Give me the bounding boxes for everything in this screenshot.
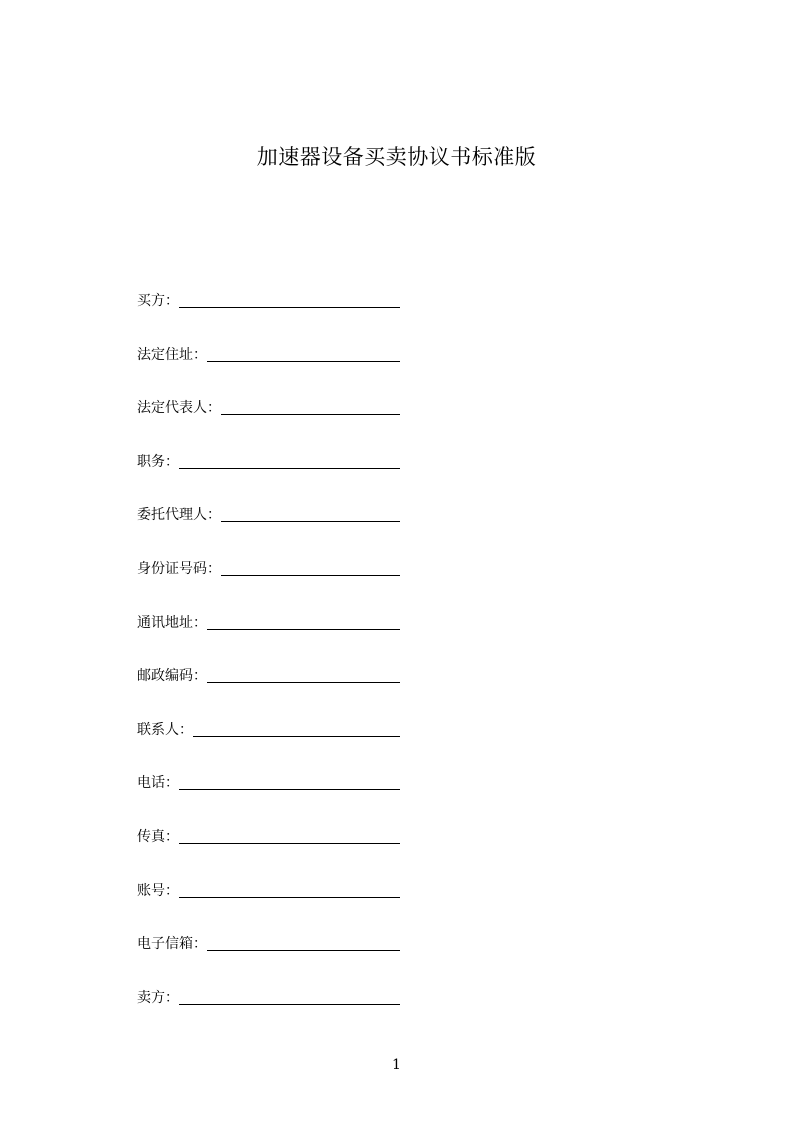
field-buyer	[137, 289, 400, 311]
field-email	[137, 932, 400, 954]
field-label: 法定住址：	[137, 346, 207, 363]
blank-line	[207, 950, 400, 951]
field-label: 传真：	[137, 828, 179, 845]
field-label: 职务：	[137, 453, 179, 470]
blank-line	[207, 361, 400, 362]
blank-line	[179, 897, 400, 898]
field-label: 卖方：	[137, 989, 179, 1006]
field-label: 电子信箱：	[137, 936, 207, 953]
field-label: 账号：	[137, 882, 179, 899]
field-label: 联系人：	[137, 721, 193, 738]
field-contact-person	[137, 718, 400, 740]
field-seller	[137, 986, 400, 1008]
blank-line	[179, 843, 400, 844]
field-label: 法定代表人：	[137, 400, 221, 417]
blank-line	[221, 521, 400, 522]
field-label: 买方：	[137, 293, 179, 309]
page-number: 1	[392, 1057, 401, 1073]
blank-line	[207, 682, 400, 683]
field-postal-code	[137, 664, 400, 686]
field-id-number	[137, 557, 400, 579]
field-label: 委托代理人：	[137, 507, 221, 524]
document-title: 加速器设备买卖协议书标准版	[256, 145, 537, 169]
field-fax	[137, 825, 400, 847]
blank-line	[193, 736, 400, 737]
party-info-form	[137, 289, 400, 1039]
blank-line	[179, 1004, 400, 1005]
blank-line	[221, 414, 400, 415]
blank-line	[179, 307, 400, 308]
blank-line	[221, 575, 400, 576]
field-phone	[137, 771, 400, 793]
field-authorized-agent	[137, 503, 400, 525]
field-mailing-address	[137, 611, 400, 633]
field-legal-representative	[137, 396, 400, 418]
field-label: 邮政编码：	[137, 668, 207, 685]
field-account	[137, 879, 400, 901]
field-position	[137, 450, 400, 472]
field-label: 身份证号码：	[137, 560, 221, 577]
blank-line	[207, 629, 400, 630]
blank-line	[179, 468, 400, 469]
blank-line	[179, 789, 400, 790]
field-label: 电话：	[137, 775, 179, 792]
field-label: 通讯地址：	[137, 614, 207, 631]
field-legal-address	[137, 343, 400, 365]
